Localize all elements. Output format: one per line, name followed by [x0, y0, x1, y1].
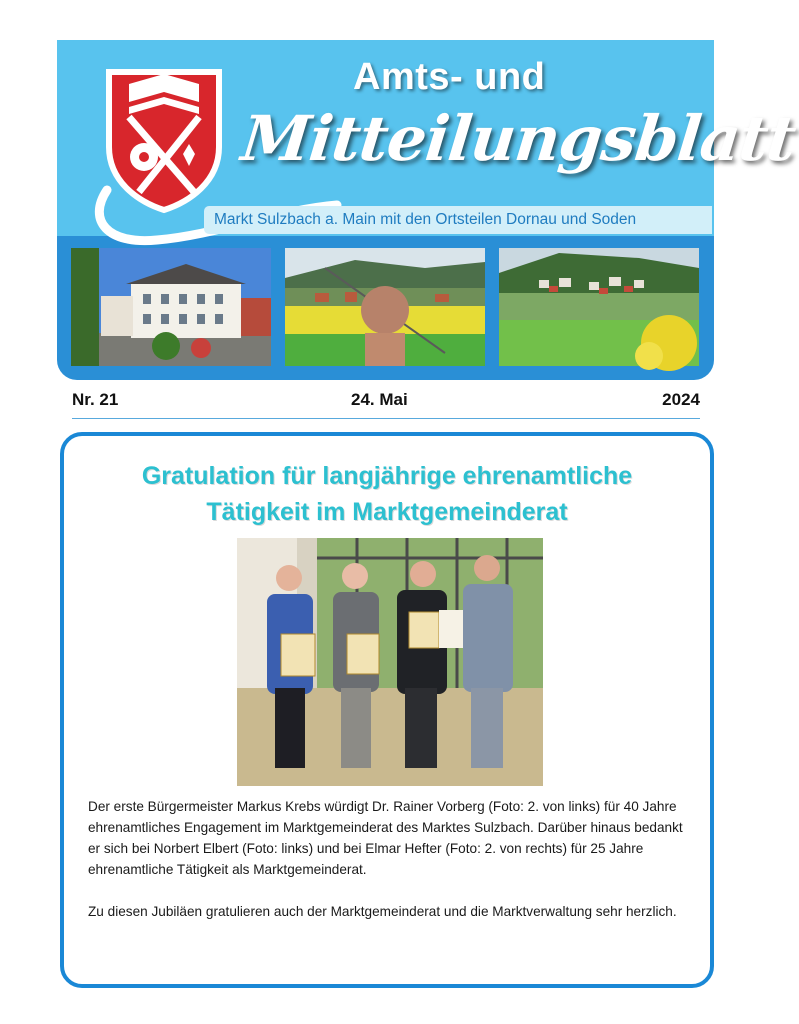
- issue-date: 24. Mai: [351, 390, 408, 409]
- masthead-title-small: Amts- und: [353, 56, 546, 98]
- coat-of-arms-icon: [99, 52, 229, 212]
- masthead-title: Mitteilungsblatt: [238, 102, 799, 175]
- article-photo: [237, 538, 543, 786]
- masthead: [57, 40, 799, 380]
- issue-number: Nr. 21: [72, 390, 119, 409]
- issue-info-bar: [72, 390, 700, 419]
- article-paragraph-1: Der erste Bürgermeister Markus Krebs würdigt Dr. Rainer Vorberg (Foto: 2. von links) für 40 Jahre ehrenamtliches Engagement im Marktgemeinderat des Marktes Sulzbach. Darüber hinaus bedankt er sich bei Norbert Elbert (Foto: links) und bei Elmar Hefter (Foto: 2. von rechts) für 25 Jahre ehrenamtliche Tätigkeit als Marktgemeinderat.: [88, 799, 683, 877]
- headline-line-1: Gratulation für langjährige ehrenamtliche: [141, 462, 633, 490]
- village-valley-photo: [499, 248, 699, 366]
- issue-year: 2024: [662, 390, 700, 409]
- headline-line-2: Tätigkeit im Marktgemeinderat: [206, 498, 568, 526]
- article-headline: [64, 458, 710, 530]
- town-hall-photo: [71, 248, 271, 366]
- masthead-subtitle: Markt Sulzbach a. Main mit den Ortsteilen Dornau und Soden: [204, 206, 712, 234]
- article-body: [88, 796, 688, 943]
- article-paragraph-2: Zu diesen Jubiläen gratulieren auch der Marktgemeinderat und die Marktverwaltung sehr herzlich.: [88, 904, 677, 919]
- sculpture-field-photo: [285, 248, 485, 366]
- article-box: [60, 432, 714, 988]
